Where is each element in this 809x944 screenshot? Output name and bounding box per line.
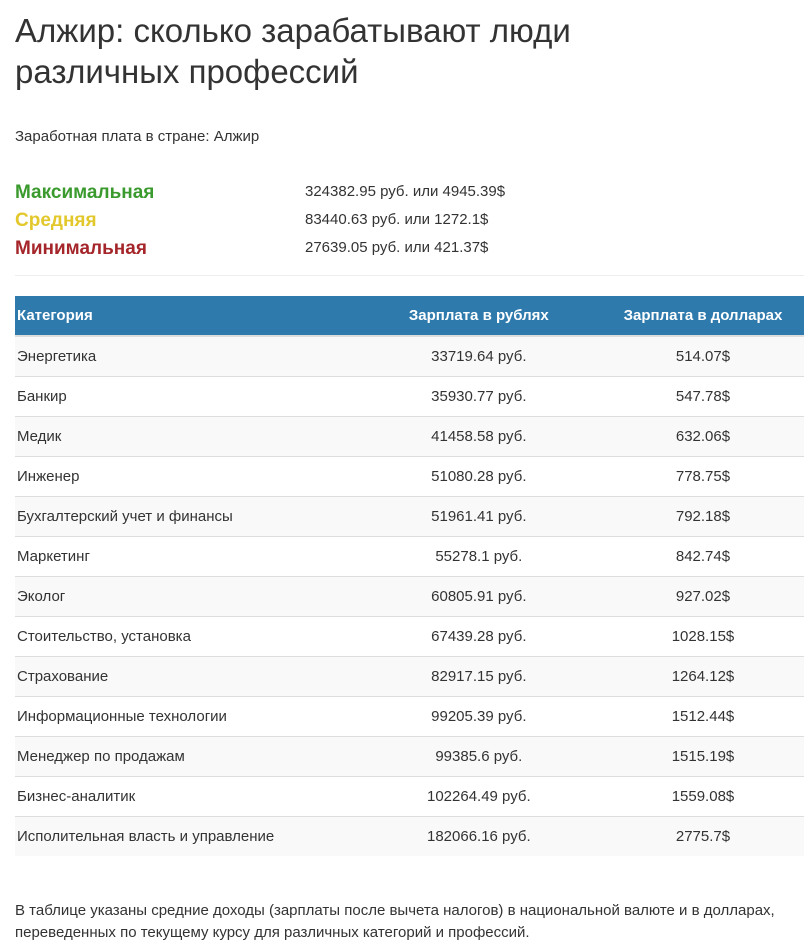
cell-rub: 51080.28 руб. bbox=[356, 457, 602, 497]
cell-usd: 1559.08$ bbox=[602, 777, 804, 817]
page-subtitle: Заработная плата в стране: Алжир bbox=[15, 128, 260, 145]
table-row bbox=[15, 537, 804, 577]
summary-label-max: Максимальная bbox=[15, 182, 155, 203]
cell-category: Банкир bbox=[15, 377, 356, 417]
table-body bbox=[15, 336, 804, 856]
summary-label-avg: Средняя bbox=[15, 210, 97, 231]
summary-value-min: 27639.05 руб. или 421.37$ bbox=[305, 239, 489, 256]
summary-row-avg bbox=[15, 207, 804, 235]
cell-rub: 33719.64 руб. bbox=[356, 336, 602, 377]
cell-category: Исполительная власть и управление bbox=[15, 817, 356, 857]
cell-rub: 82917.15 руб. bbox=[356, 657, 602, 697]
table-row bbox=[15, 777, 804, 817]
table-row bbox=[15, 657, 804, 697]
table-header-row bbox=[15, 296, 804, 336]
column-header-usd: Зарплата в долларах bbox=[602, 296, 804, 336]
cell-category: Эколог bbox=[15, 577, 356, 617]
summary-value-avg: 83440.63 руб. или 1272.1$ bbox=[305, 211, 489, 228]
cell-usd: 842.74$ bbox=[602, 537, 804, 577]
cell-usd: 1515.19$ bbox=[602, 737, 804, 777]
cell-category: Энергетика bbox=[15, 336, 356, 377]
cell-usd: 547.78$ bbox=[602, 377, 804, 417]
cell-rub: 67439.28 руб. bbox=[356, 617, 602, 657]
cell-rub: 35930.77 руб. bbox=[356, 377, 602, 417]
cell-rub: 99385.6 руб. bbox=[356, 737, 602, 777]
cell-rub: 182066.16 руб. bbox=[356, 817, 602, 857]
cell-rub: 60805.91 руб. bbox=[356, 577, 602, 617]
cell-category: Инженер bbox=[15, 457, 356, 497]
table-row bbox=[15, 497, 804, 537]
cell-usd: 778.75$ bbox=[602, 457, 804, 497]
cell-category: Информационные технологии bbox=[15, 697, 356, 737]
cell-usd: 927.02$ bbox=[602, 577, 804, 617]
column-header-category: Категория bbox=[15, 296, 356, 336]
divider bbox=[15, 275, 804, 276]
table-row bbox=[15, 817, 804, 857]
cell-usd: 1512.44$ bbox=[602, 697, 804, 737]
summary-row-max bbox=[15, 179, 804, 207]
cell-category: Медик bbox=[15, 417, 356, 457]
table-row bbox=[15, 336, 804, 377]
cell-rub: 51961.41 руб. bbox=[356, 497, 602, 537]
page-content bbox=[15, 0, 804, 944]
table-row bbox=[15, 697, 804, 737]
summary-row-min bbox=[15, 235, 804, 263]
cell-usd: 2775.7$ bbox=[602, 817, 804, 857]
cell-category: Маркетинг bbox=[15, 537, 356, 577]
cell-usd: 514.07$ bbox=[602, 336, 804, 377]
table-row bbox=[15, 417, 804, 457]
cell-category: Бизнес-аналитик bbox=[15, 777, 356, 817]
table-row bbox=[15, 577, 804, 617]
column-header-rub: Зарплата в рублях bbox=[356, 296, 602, 336]
cell-usd: 632.06$ bbox=[602, 417, 804, 457]
salary-table bbox=[15, 296, 804, 856]
table-row bbox=[15, 737, 804, 777]
summary-value-max: 324382.95 руб. или 4945.39$ bbox=[305, 183, 506, 200]
page-title: Алжир: сколько зарабатывают люди различных профессий bbox=[15, 12, 571, 90]
cell-rub: 41458.58 руб. bbox=[356, 417, 602, 457]
cell-category: Стоительство, установка bbox=[15, 617, 356, 657]
cell-category: Страхование bbox=[15, 657, 356, 697]
cell-rub: 55278.1 руб. bbox=[356, 537, 602, 577]
table-row bbox=[15, 377, 804, 417]
footnote: В таблице указаны средние доходы (зарплаты после вычета налогов) в национальной валюте и в долларах, переведенных по текущему курсу для различных категорий и профессий. bbox=[15, 902, 775, 941]
cell-usd: 1264.12$ bbox=[602, 657, 804, 697]
cell-category: Менеджер по продажам bbox=[15, 737, 356, 777]
salary-summary bbox=[15, 179, 804, 263]
table-row bbox=[15, 457, 804, 497]
cell-usd: 1028.15$ bbox=[602, 617, 804, 657]
cell-category: Бухгалтерский учет и финансы bbox=[15, 497, 356, 537]
cell-rub: 102264.49 руб. bbox=[356, 777, 602, 817]
cell-rub: 99205.39 руб. bbox=[356, 697, 602, 737]
summary-label-min: Минимальная bbox=[15, 238, 147, 259]
table-row bbox=[15, 617, 804, 657]
cell-usd: 792.18$ bbox=[602, 497, 804, 537]
